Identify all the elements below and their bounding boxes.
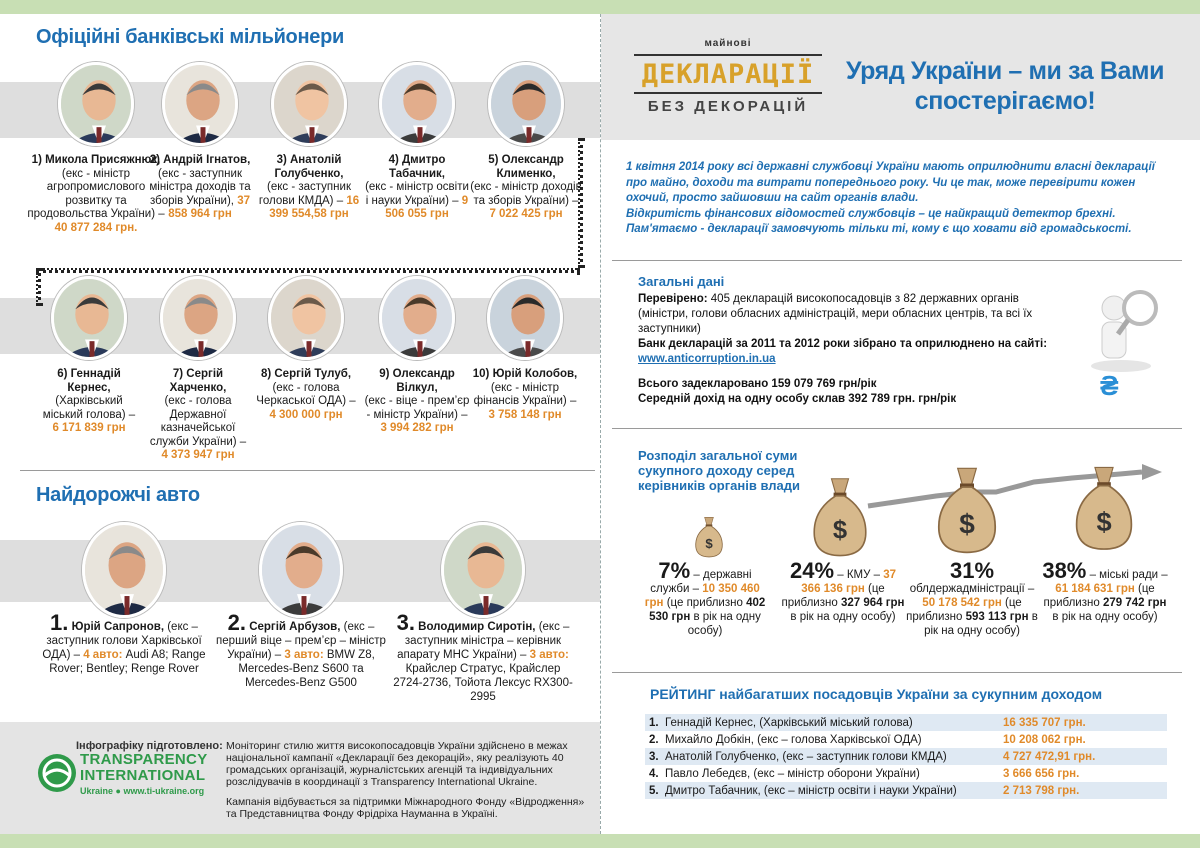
section-divider <box>612 260 1182 261</box>
footer-label: Інфографіку підготовлено: <box>76 740 223 752</box>
rating-amount: 10 208 062 грн. <box>1003 733 1086 746</box>
distribution-item <box>906 558 1038 638</box>
declared-amount: 3 758 148 грн <box>488 408 562 421</box>
connector-line <box>36 268 580 273</box>
rating-row <box>645 765 1167 782</box>
person-description: (екс - заступник голови КМДА) – <box>258 181 351 207</box>
declared-amount: 3 994 282 грн <box>380 422 454 434</box>
intro-text <box>626 160 1176 238</box>
rating-person: Михайло Добкін, (екс – голова Харківської ОДА) <box>665 733 922 746</box>
rating-number: 5. <box>649 784 659 797</box>
note: (це приблизно <box>1043 583 1155 609</box>
rank-number: 3. <box>396 610 415 635</box>
note: (це приблизно <box>781 583 885 609</box>
person-name: 8) Сергій Тулуб, <box>260 368 352 380</box>
distribution-item <box>1040 558 1170 624</box>
person-description: (Харківський міський голова) – <box>42 395 136 421</box>
declared-amount: 4 300 000 грн <box>269 408 343 421</box>
section-divider <box>20 470 595 471</box>
person-name: 7) Сергій Харченко, <box>169 368 227 394</box>
portrait-photo <box>488 62 564 146</box>
rating-number: 3. <box>649 750 659 763</box>
logo-small-text: майнові <box>704 38 752 49</box>
person-name: 10) Юрій Колобов, <box>472 368 578 380</box>
portrait-photo <box>271 62 347 146</box>
portrait-photo <box>487 276 563 360</box>
checked-text: 405 декларацій високопосадовців з 82 державних органів (міністри, голови обласних адміністрацій, мери обласних центрів, та всі їх заступники) <box>638 293 1033 335</box>
millionaire-card <box>26 62 166 235</box>
average-amount: 279 742 грн <box>1102 597 1167 609</box>
percentage: 24% <box>789 558 835 583</box>
distribution-title: Розподіл загальної суми сукупного доходу серед керівників органів влади <box>638 448 800 493</box>
person-description: (екс – заступник міністра – керівник апарату МНС України) – <box>397 621 570 661</box>
percentage: 38% <box>1042 558 1087 583</box>
magnifier-figure-icon <box>1066 278 1176 378</box>
general-title: Загальні дані <box>638 274 725 289</box>
hryvnia-icon: ₴ <box>1100 370 1119 401</box>
intro-paragraph: 1 квітня 2014 року всі державні службовці України мають оприлюднити власні декларації про майно, доходи та витрати попереднього року. Чи це так, може перевірити кожен охочий, просто зайшовши на сайт органів влади. <box>626 161 1155 204</box>
transparency-international-logo[interactable] <box>38 752 218 802</box>
intro-paragraph: Відкритість фінансових відомостей службовців – це найкращий детектор брехні. <box>626 207 1116 220</box>
declared-amount: 40 877 284 грн. <box>54 221 138 234</box>
rating-amount: 4 727 472,91 грн. <box>1003 750 1096 763</box>
rating-number: 1. <box>649 716 659 729</box>
car-count: 3 авто: <box>529 649 569 661</box>
car-owner-card <box>36 610 212 676</box>
millionaire-card <box>40 276 138 436</box>
page-divider <box>600 14 601 834</box>
note: (це приблизно <box>906 597 1022 623</box>
declared-amount: 37 858 964 грн <box>168 194 250 220</box>
note-tail: в рік на одну особу) <box>924 611 1038 637</box>
rating-table <box>645 714 1167 799</box>
car-owner-portrait <box>438 522 528 618</box>
person-name: Юрій Сапронов, <box>71 621 165 633</box>
svg-text:$: $ <box>1096 505 1112 537</box>
average-income: Середній дохід на одну особу склав 392 789 грн. грн/рік <box>638 393 957 405</box>
rating-number: 4. <box>649 767 659 780</box>
svg-text:$: $ <box>705 536 713 552</box>
percentage: 7% <box>658 558 691 583</box>
section-title-cars: Найдорожчі авто <box>36 484 200 506</box>
portrait-photo <box>58 62 134 146</box>
rating-row <box>645 714 1167 731</box>
note-tail: в рік на одну особу) <box>790 611 896 623</box>
rating-row <box>645 731 1167 748</box>
distribution-item <box>640 558 770 638</box>
car-count: 4 авто: <box>83 649 123 661</box>
declared-amount: 7 022 425 грн <box>489 208 563 220</box>
millionaire-card <box>146 276 250 463</box>
svg-text:$: $ <box>832 516 848 545</box>
declared-amount: 4 373 947 грн <box>161 449 235 461</box>
car-count: 3 авто: <box>284 649 324 661</box>
millionaire-card <box>470 62 582 222</box>
person-description: (екс - заступник міністра доходів та зборів України), <box>149 167 251 207</box>
rating-amount: 16 335 707 грн. <box>1003 716 1086 729</box>
general-info <box>638 292 1058 407</box>
car-list: BMW Z8, Mercedes-Benz S600 та Mercedes-Benz G500 <box>238 649 375 689</box>
person-description: (екс - віце - прем’єр - міністр України) – <box>364 395 470 421</box>
car-owner-card <box>216 610 386 690</box>
person-description: (екс - голова Державної казначейської служби України) – <box>149 395 247 448</box>
section-divider <box>612 428 1182 429</box>
rating-amount: 2 713 798 грн. <box>1003 784 1080 797</box>
car-list: Audi A8; Range Rover; Bentley; Renge Rover <box>49 649 206 675</box>
rank-number: 2. <box>227 610 246 635</box>
note-tail: в рік на одну особу) <box>1052 611 1158 623</box>
logo-bottom-text: БЕЗ ДЕКОРАЦІЙ <box>647 98 809 115</box>
portrait-photo <box>51 276 127 360</box>
millionaire-card <box>148 62 252 222</box>
person-name: 2) Андрій Ігнатов, <box>149 154 251 166</box>
distribution-item <box>780 558 906 624</box>
ti-name: TRANSPARENCY INTERNATIONAL <box>80 751 208 784</box>
declared-amount: 16 399 554,58 грн <box>269 194 360 220</box>
note-tail: в рік на одну особу) <box>687 611 761 637</box>
rating-row <box>645 782 1167 799</box>
car-owner-portrait <box>256 522 346 618</box>
group-amount: 61 184 631 грн <box>1055 583 1135 595</box>
headline: Уряд України – ми за Вами спостерігаємо! <box>845 57 1165 115</box>
person-name: 4) Дмитро Табачник, <box>388 154 446 180</box>
footer-paragraph: Моніторинг стилю життя високопосадовців України здійснено в межах національної кампанії «Декларації без декорацій», яку реалізують 40 громадських організацій, журналістських агенцій та індивідуальних розслідувачів в координації з Transparency International Ukraine. <box>226 740 568 788</box>
anticorruption-link[interactable]: www.anticorruption.in.ua <box>638 353 776 365</box>
rating-person: Дмитро Табачник, (екс – міністр освіти і науки України) <box>665 784 957 797</box>
rank-number: 1. <box>50 610 69 635</box>
portrait-photo <box>160 276 236 360</box>
person-description: (екс - міністр агропромислового розвитку та продовольства України) – <box>27 167 165 220</box>
portrait-photo <box>162 62 238 146</box>
person-description: (екс – заступник голови Харківської ОДА) – <box>42 621 202 661</box>
portrait-photo <box>379 276 455 360</box>
person-description: (екс - міністр доходів та зборів України) – <box>470 181 582 207</box>
average-amount: 593 113 грн <box>965 611 1029 623</box>
money-bag-icon <box>690 514 728 563</box>
portrait-photo <box>379 62 455 146</box>
person-name: 6) Геннадій Кернес, <box>57 368 121 394</box>
group-label: облдержадміністрації – <box>909 583 1035 595</box>
car-owner-portrait <box>79 522 169 618</box>
declared-amount: 6 171 839 грн <box>52 422 126 434</box>
total-declared: Всього задекларовано 159 079 769 грн/рік <box>638 378 877 390</box>
millionaire-card <box>362 276 472 436</box>
bank-text: Банк декларацій за 2011 та 2012 роки зібрано та оприлюднено на сайті: <box>638 338 1048 350</box>
note: (це приблизно <box>666 597 743 609</box>
rating-person: Анатолій Голубченко, (екс – заступник голови КМДА) <box>665 750 947 763</box>
checked-label: Перевірено: <box>638 293 708 305</box>
logo-main-text: ДЕКЛАРАЦІЇ <box>634 54 822 94</box>
ti-website: Ukraine ● www.ti-ukraine.org <box>80 786 205 796</box>
money-bag-icon <box>808 472 872 563</box>
section-divider <box>612 672 1182 673</box>
person-name: 1) Микола Присяжнюк, <box>31 154 161 166</box>
person-description: (екс - голова Черкаської ОДА) – <box>256 381 356 407</box>
person-name: Сергій Арбузов, <box>249 621 341 633</box>
money-bag-icon <box>932 458 1002 563</box>
person-name: 5) Олександр Клименко, <box>488 154 564 180</box>
group-amount: 10 350 460 грн <box>644 583 760 609</box>
group-label: – КМУ – <box>837 569 880 581</box>
ti-globe-icon <box>38 754 76 792</box>
person-description: (екс – перший віце – прем’єр – міністр України) – <box>216 621 386 661</box>
rating-title: РЕЙТИНГ найбагатших посадовців України за сукупним доходом <box>650 686 1103 702</box>
bottom-strip <box>0 834 1200 848</box>
top-strip <box>0 0 1200 14</box>
person-description: (екс - міністр фінансів України) – <box>473 381 577 407</box>
footer-paragraph: Кампанія відбувається за підтримки Міжнародного Фонду «Відродження» та Представництва Фонду Фрідріха Науманна в Україні. <box>226 796 585 820</box>
group-amount: 37 366 136 грн <box>801 569 896 595</box>
average-amount: 402 530 грн <box>649 597 766 623</box>
money-bag-icon <box>1070 454 1138 563</box>
portrait-photo <box>268 276 344 360</box>
group-amount: 50 178 542 грн <box>922 597 1002 609</box>
millionaire-card <box>256 276 356 422</box>
rating-row <box>645 748 1167 765</box>
millionaire-card <box>255 62 363 222</box>
rating-person: Павло Лебедєв, (екс – міністр оборони України) <box>665 767 920 780</box>
footer-text <box>226 740 586 820</box>
car-owner-card <box>392 610 574 704</box>
car-list: Крайслер Стратус, Крайслер 2724-2736, Тойота Лексус RX300-2995 <box>393 663 573 703</box>
person-name: 3) Анатолій Голубченко, <box>274 154 344 180</box>
group-label: – державні служби – <box>650 569 752 595</box>
declarations-logo <box>634 38 822 126</box>
rating-person: Геннадій Кернес, (Харківський міський голова) <box>665 716 913 729</box>
rating-number: 2. <box>649 733 659 746</box>
millionaire-card <box>470 276 580 422</box>
group-label: – міські ради – <box>1089 569 1168 581</box>
average-amount: 327 964 грн <box>840 597 905 609</box>
millionaire-card <box>365 62 469 222</box>
person-name: Володимир Сиротін, <box>418 621 536 633</box>
intro-paragraph: Пам'ятаємо - декларації замовчують тільки ті, кому є що ховати від громадськості. <box>626 223 1132 235</box>
person-name: 9) Олександр Вілкул, <box>379 368 455 394</box>
svg-text:$: $ <box>959 508 975 540</box>
person-description: (екс - міністр освіти і науки України) – <box>365 181 469 207</box>
section-title-millionaires: Офіційні банківські мільйонери <box>36 26 344 48</box>
percentage: 31% <box>949 558 995 583</box>
declared-amount: 9 506 055 грн <box>385 194 469 220</box>
rating-amount: 3 666 656 грн. <box>1003 767 1080 780</box>
